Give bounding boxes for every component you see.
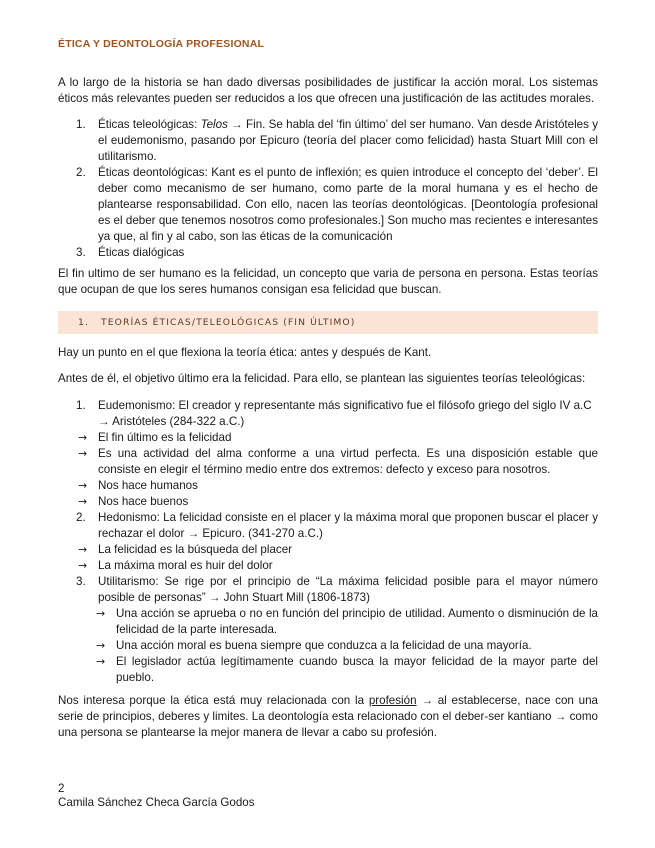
teleological-intro-paragraph: Antes de él, el objetivo último era la felicidad. Para ello, se plantean las siguientes teorías teleológicas: <box>58 372 586 385</box>
footer-author: Camila Sánchez Checa García Godos <box>58 796 255 809</box>
ethics-types-list <box>58 117 598 261</box>
list-item: 3. Éticas dialógicas <box>76 246 185 259</box>
arrow-icon: → <box>96 655 106 668</box>
list-number: 2. <box>76 166 86 179</box>
arrow-item: → La felicidad es la búsqueda del placer <box>78 543 293 556</box>
section-heading <box>58 311 598 334</box>
running-header: ÉTICA Y DEONTOLOGÍA PROFESIONAL <box>58 38 265 50</box>
profession-term: profesión <box>368 694 417 707</box>
profession-paragraph: Nos interesa porque la ética está muy relacionada con la profesión → al establecerse, nace con una serie de principios, deberes y limites. La deontología esta relacionado con el deber-ser kantiano → como una persona se plantearse la mejor manera de llevar a cabo su profesión. <box>58 694 599 739</box>
arrow-icon: → <box>78 559 88 572</box>
arrow-icon: → <box>96 607 106 620</box>
list-item: 2. Éticas deontológicas: Kant es el punto de inflexión; es quien introduce el concepto del ‘deber’. El deber como mecanismo de ser humano, como parte de la moral humana y es el hecho de plantearse responsabilidad. Con ello, nacen las teorías deontológicas. [Deontología profesional es el deber que tenemos nosotros como profesionales.] Son mucho mas recientes e interesantes ya que, al fin y al cabo, son las éticas de la comunicación <box>76 166 598 243</box>
list-item: 1. Eudemonismo: El creador y representante más significativo fue el filósofo griego del siglo IV a.C → Aristóteles (284-322 a.C.) <box>76 399 592 428</box>
list-number: 3. <box>76 246 86 259</box>
list-item: 1. Éticas teleológicas: Telos → Fin. Se habla del ‘fin último’ del ser humano. Van desde Aristóteles y el eudemonismo, pasando por Epicuro (teoría del placer como felicidad) hasta Stuart Mill con el utilitarismo. <box>76 118 598 163</box>
arrow-item: → Es una actividad del alma conforme a una virtud perfecta. Es una disposición estable que consiste en elegir el término medio entre dos extremos: defecto y exceso para nosotros. <box>78 447 598 476</box>
arrow-icon: → <box>96 639 106 652</box>
arrow-item: → El fin último es la felicidad <box>78 431 232 444</box>
list-item: 2. Hedonismo: La felicidad consiste en el placer y la máxima moral que proponen buscar el placer y rechazar el dolor → Epicuro. (341-270 a.C.) <box>76 511 598 540</box>
arrow-item: → Nos hace humanos <box>78 479 198 492</box>
list-number: 2. <box>76 511 86 524</box>
arrow-item: → Una acción moral es buena siempre que conduzca a la felicidad de una mayoría. <box>96 639 532 652</box>
section-number: 1. <box>78 317 89 328</box>
arrow-item: → Nos hace buenos <box>78 495 189 508</box>
arrow-icon: → <box>78 495 88 508</box>
arrow-item: → Una acción se aprueba o no en función del principio de utilidad. Aumento o disminución de la felicidad de la parte interesada. <box>96 607 598 636</box>
intro-paragraph: A lo largo de la historia se han dado diversas posibilidades de justificar la acción moral. Los sistemas éticos más relevantes pueden ser reducidos a los que ofrecen una justificación de las actitudes morales. <box>58 76 598 105</box>
arrow-item: → El legislador actúa legítimamente cuando busca la mayor felicidad de la mayor parte del pueblo. <box>96 655 598 684</box>
list-number: 3. <box>76 575 86 588</box>
arrow-icon: → <box>78 543 88 556</box>
list-number: 1. <box>76 399 86 412</box>
list-number: 1. <box>76 118 86 131</box>
section-title: TEORÍAS ÉTICAS/TELEOLÓGICAS (FIN ÚLTIMO) <box>101 317 356 328</box>
arrow-item: → La máxima moral es huir del dolor <box>78 559 273 572</box>
arrow-icon: → <box>78 431 88 444</box>
kant-paragraph: Hay un punto en el que flexiona la teoría ética: antes y después de Kant. <box>58 346 432 359</box>
arrow-icon: → <box>78 479 88 492</box>
fin-paragraph: El fin ultimo de ser humano es la felicidad, un concepto que varia de persona en persona. Estas teorías que ocupan de que los seres humanos consigan esa felicidad que buscan. <box>58 267 598 296</box>
arrow-icon: → <box>78 447 88 460</box>
teleological-theories-list <box>58 398 598 686</box>
page-number: 2 <box>58 782 65 795</box>
list-item: 3. Utilitarismo: Se rige por el principio de “La máxima felicidad posible para el mayor número posible de personas” → John Stuart Mill (1806-1873) <box>76 575 598 604</box>
